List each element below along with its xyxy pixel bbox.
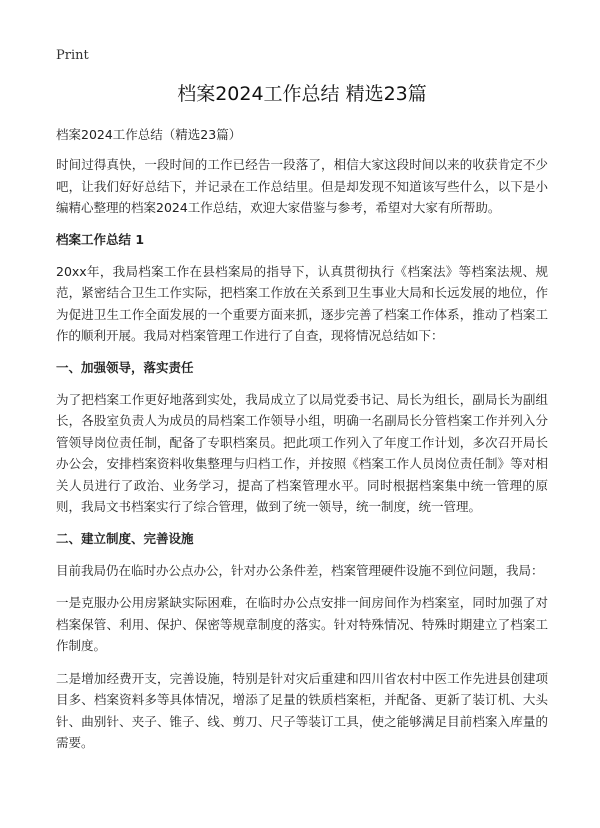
intro-paragraph: 时间过得真快，一段时间的工作已经告一段落了，相信大家这段时间以来的收获肯定不少吧，让我们好好总结下，并记录在工作总结里。但是却发现不知道该写些什么，以下是小编精心整理的档案2024工作总结，欢迎大家借鉴与参考，希望对大家有所帮助。 (56, 157, 548, 215)
section-1-title: 档案工作总结 1 (56, 231, 145, 247)
document-content (56, 81, 548, 754)
section-1-intro-paragraph: 20xx年，我局档案工作在县档案局的指导下，认真贯彻执行《档案法》等档案法规、规范，紧密结合卫生工作实际，把档案工作放在关系到卫生事业大局和长远发展的地位，作为促进卫生工作全面发展的一个重要方面来抓，逐步完善了档案工作体系，推动了档案工作的顺利开展。我局对档案管理工作进行了自查，现将情况总结如下： (56, 263, 548, 343)
heading-leadership: 一、加强领导，落实责任 (56, 359, 194, 375)
document-subtitle: 档案2024工作总结（精选23篇） (56, 127, 242, 142)
systems-point-two-paragraph: 二是增加经费开支，完善设施，特别是针对灾后重建和四川省农村中医工作先进县创建项目多、档案资料多等具体情况，增添了足量的铁质档案柜，并配备、更新了装订机、大头针、曲别针、夹子、锥子、线、剪刀、尺子等装订工具，使之能够满足目前档案入库量的需要。 (56, 670, 548, 750)
systems-paragraph: 目前我局仍在临时办公点办公，针对办公条件差，档案管理硬件设施不到位问题，我局： (56, 562, 544, 578)
heading-systems: 二、建立制度、完善设施 (56, 530, 194, 546)
systems-point-one-paragraph: 一是克服办公用房紧缺实际困难，在临时办公点安排一间房间作为档案室，同时加强了对档案保管、利用、保护、保密等规章制度的落实。针对特殊情况、特殊时期建立了档案工作制度。 (56, 595, 548, 653)
print-link[interactable]: Print (56, 48, 89, 63)
leadership-paragraph: 为了把档案工作更好地落到实处，我局成立了以局党委书记、局长为组长，副局长为副组长，各股室负责人为成员的局档案工作领导小组，明确一名副局长分管档案工作并列入分管领导岗位责任制，配备了专职档案员。把此项工作列入了年度工作计划，多次召开局长办公会，安排档案资料收集整理与归档工作，并按照《档案工作人员岗位责任制》等对相关人员进行了政治、业务学习，提高了档案管理水平。同时根据档案集中统一管理的原则，我局文书档案实行了综合管理，做到了统一领导，统一制度，统一管理。 (56, 391, 548, 514)
page-title: 档案2024工作总结 精选23篇 (177, 83, 427, 105)
